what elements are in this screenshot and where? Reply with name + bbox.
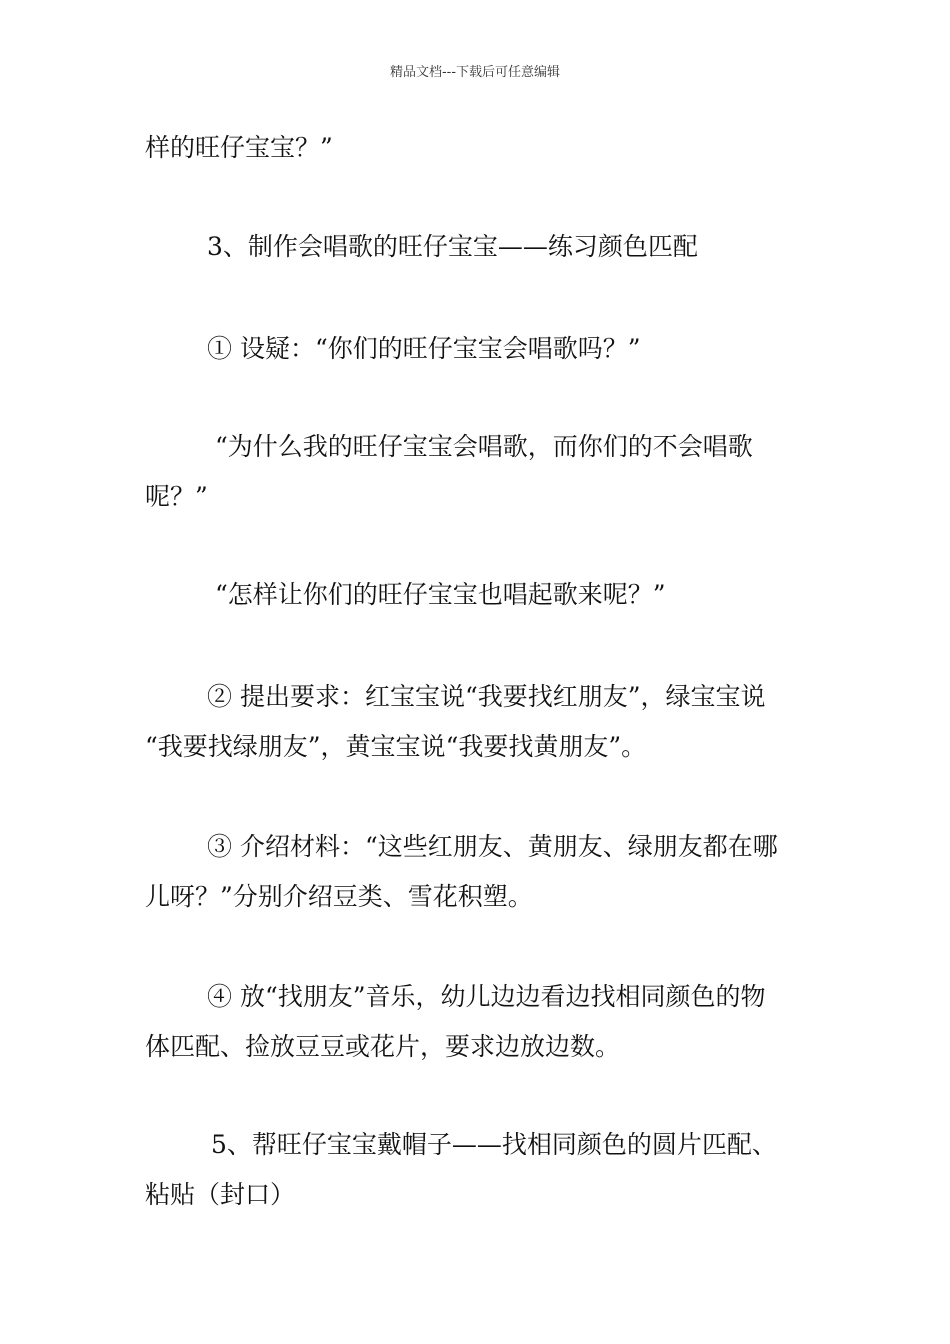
paragraph-line: ② 提出要求：红宝宝说“我要找红朋友”，绿宝宝说	[207, 682, 766, 711]
paragraph-9	[145, 1120, 810, 1220]
paragraph-line: 呢？”	[145, 482, 208, 511]
paragraph-line: “为什么我的旺仔宝宝会唱歌，而你们的不会唱歌	[215, 432, 753, 461]
paragraph-line: ③ 介绍材料：“这些红朋友、黄朋友、绿朋友都在哪	[207, 832, 778, 861]
paragraph-8	[145, 972, 810, 1072]
paragraph-line: “我要找绿朋友”，黄宝宝说“我要找黄朋友”。	[145, 732, 647, 761]
paragraph-2	[145, 222, 810, 272]
paragraph-line: 3、制作会唱歌的旺仔宝宝——练习颜色匹配	[207, 232, 698, 261]
paragraph-line: 5、帮旺仔宝宝戴帽子——找相同颜色的圆片匹配、	[211, 1130, 777, 1159]
paragraph-line: 体匹配、捡放豆豆或花片，要求边放边数。	[145, 1032, 621, 1061]
paragraph-line: 儿呀？”分别介绍豆类、雪花积塑。	[145, 882, 533, 911]
paragraph-line: “怎样让你们的旺仔宝宝也唱起歌来呢？”	[215, 580, 666, 609]
paragraph-line: ① 设疑：“你们的旺仔宝宝会唱歌吗？”	[207, 334, 641, 363]
paragraph-5	[145, 570, 810, 620]
paragraph-1	[145, 123, 810, 173]
paragraph-6	[145, 672, 810, 772]
paragraph-7	[145, 822, 810, 922]
page-header: 精品文档---下载后可任意编辑	[389, 65, 561, 80]
paragraph-4	[145, 422, 810, 522]
paragraph-line: ④ 放“找朋友”音乐，幼儿边边看边找相同颜色的物	[207, 982, 766, 1011]
paragraph-3	[145, 324, 810, 374]
paragraph-line: 粘贴（封口）	[145, 1180, 296, 1209]
paragraph-line: 样的旺仔宝宝？”	[145, 133, 333, 162]
